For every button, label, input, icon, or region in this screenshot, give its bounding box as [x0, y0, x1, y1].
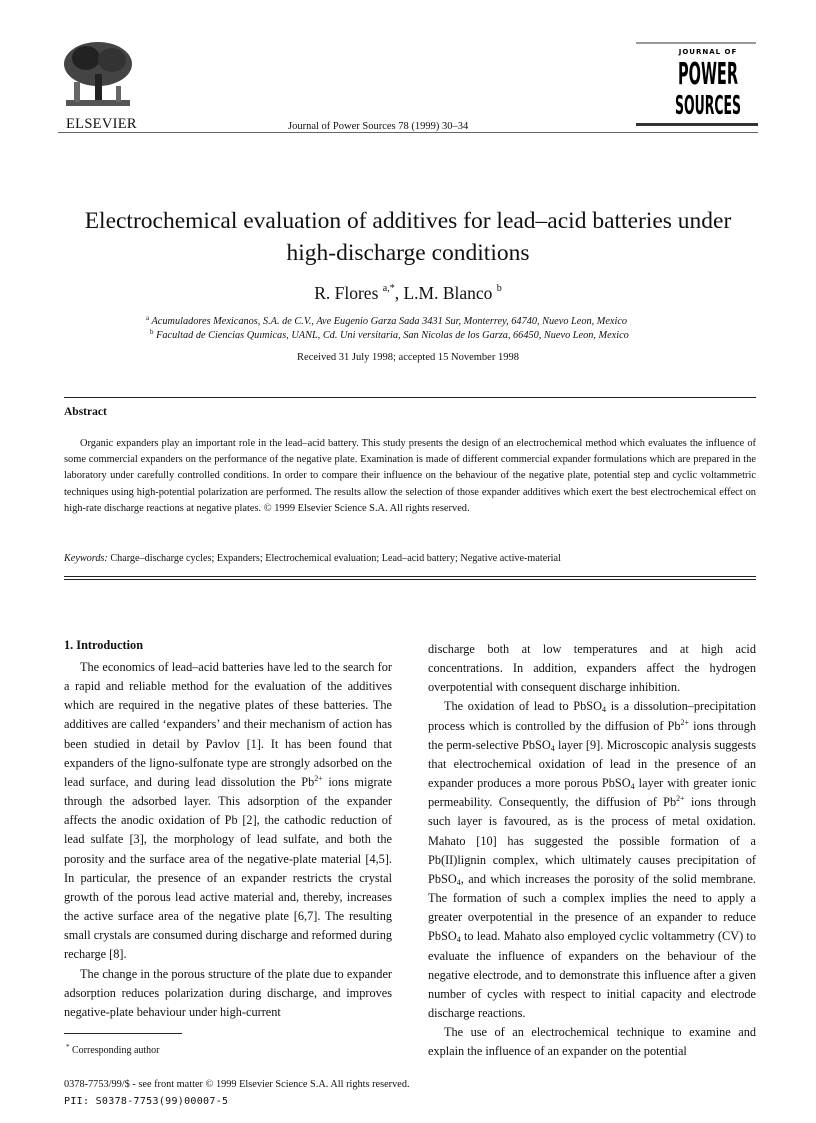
received-dates: Received 31 July 1998; accepted 15 November 1998	[297, 352, 519, 363]
journal-reference: Journal of Power Sources 78 (1999) 30–34	[288, 121, 469, 132]
journal-logo-line2: SOURCES	[675, 91, 741, 121]
affiliation-a-mark: a	[146, 314, 150, 322]
issn-line: 0378-7753/99/$ - see front matter © 1999 Elsevier Science S.A. All rights reserved.	[64, 1079, 410, 1090]
keywords	[64, 553, 756, 564]
author-list	[60, 283, 756, 304]
affiliation-b-mark: b	[150, 328, 154, 336]
body-column-right	[428, 640, 756, 1061]
author-1-affil: a,*	[382, 283, 395, 294]
author-2-name: L.M. Blanco	[403, 283, 493, 303]
journal-logo-top: JOURNAL OF	[678, 48, 738, 56]
intro-paragraph-3: The oxidation of lead to PbSO$_4$ is a dissolution–precipitation process which is controlled by the diffusion of $Pb^{2+}$ ions through the perm-selective PbSO$_4$ layer [9]. Microscopic analysis suggests that electrochemical oxidation of lead in the presence of an expander produces a more porous PbSO$_4$ layer with greater ionic permeability. Consequently, the diffusion of $Pb^{2+}$ ions through such layer is favoured, as is the process of metal oxidation. Mahato [10] has suggested the possible formation of a Pb(II)lignin complex, which ultimately causes precipitation of PbSO$_4$, and which increases the porosity of the solid membrane. The formation of such a complex implies the need to apply a greater overpotential in the presence of an expander to reduce PbSO$_4$ to lead. Mahato also employed cyclic voltammetry (CV) to evaluate the influence of expanders on the behaviour of the negative electrode, and to demonstrate this influence after a given number of cycles with respect to initial capacity and electrode discharge reactions.	[428, 699, 757, 1020]
footnote-mark: *	[66, 1043, 70, 1051]
abstract-text: Organic expanders play an important role in the lead–acid battery. This study presents the design of an electrochemical method which evaluates the influence of some commercial expanders on the performance of the negative plate. Examination is made of different commercial expander formulations which are prepared in the laboratory under carefully controlled conditions. In order to compare their influence on the behaviour of the negative plate, potential step and cyclic voltammetric techniques using high-potential polarization are performed. The results allow the selection of those expander additives which exert the best electrochemical effect on high-rate discharge reactions at negative plates. © 1999 Elsevier Science S.A. All rights reserved.	[64, 438, 756, 514]
keywords-text: Charge–discharge cycles; Expanders; Electrochemical evaluation; Lead–acid battery; Negative active-material	[110, 553, 561, 564]
publisher-name: ELSEVIER	[66, 116, 137, 132]
footnote-text: Corresponding author	[72, 1045, 160, 1056]
abstract-bottom-rule	[64, 576, 756, 580]
journal-logo-line1: POWER	[678, 57, 738, 92]
affiliation-a-text: Acumuladores Mexicanos, S.A. de C.V., Ave Eugenio Garza Sada 3431 Sur, Monterrey, 64740, Nuevo Leon, Mexico	[151, 316, 628, 327]
affiliation-b-text: Facultad de Ciencias Quımicas, UANL, Cd. Uni versitaria, San Nicolas de los Garza, 66450, Nuevo Leon, Mexico	[156, 330, 629, 341]
section-heading-introduction: 1. Introduction	[64, 638, 144, 652]
author-1-name: R. Flores	[314, 283, 379, 303]
abstract-top-rule	[64, 397, 756, 398]
journal-logo	[636, 38, 756, 126]
pii-line: PII: S0378-7753(99)00007-5	[64, 1096, 229, 1107]
header-accent-bar	[636, 123, 758, 126]
intro-paragraph-4: The use of an electrochemical technique to examine and explain the influence of an expander on the potential	[428, 1025, 756, 1059]
footnote	[66, 1043, 160, 1056]
intro-paragraph-1: The economics of lead–acid batteries have led to the search for a rapid and reliable method for the evaluation of the additives which are required in the negative plates of these batteries. The additives are called ‘expanders’ and their mechanism of action has been studied in detail by Pavlov [1]. It has been found that expanders of the ligno-sulfonate type are strongly adsorbed on the lead surface, and during lead dissolution the $Pb^{2+}$ ions migrate through the adsorbed layer. This adsorption of the expander affects the anodic oxidation of Pb [2], the cathodic reduction of lead sulfate [3], the morphology of lead sulfate, and both the porosity and the surface area of the negative-plate material [4,5]. In particular, the presence of an expander restricts the crystal growth of the porous lead active material and, thereby, increases the active surface area of the negative plate [6,7]. The resulting small crystals are consumed during discharge and reformed during recharge [8].	[64, 660, 392, 962]
abstract-heading: Abstract	[64, 406, 107, 418]
elsevier-tree-logo	[58, 38, 138, 112]
body-column-left	[64, 658, 392, 1022]
keywords-label: Keywords:	[64, 553, 108, 564]
author-separator: ,	[394, 283, 404, 303]
intro-paragraph-2: The change in the porous structure of the plate due to expander adsorption reduces polarization during discharge, and improves negative-plate behaviour under high-current	[64, 966, 392, 1019]
intro-paragraph-2-continued: discharge both at low temperatures and at high acid concentrations. In addition, expanders affect the hydrogen overpotential with consequent discharge inhibition.	[428, 642, 756, 695]
author-2-affil: b	[496, 283, 502, 294]
footnote-rule	[64, 1033, 182, 1034]
article-title: Electrochemical evaluation of additives for lead–acid batteries under high-discharge conditions	[84, 208, 732, 266]
affiliation-b	[150, 326, 790, 342]
header-rule	[58, 132, 758, 133]
